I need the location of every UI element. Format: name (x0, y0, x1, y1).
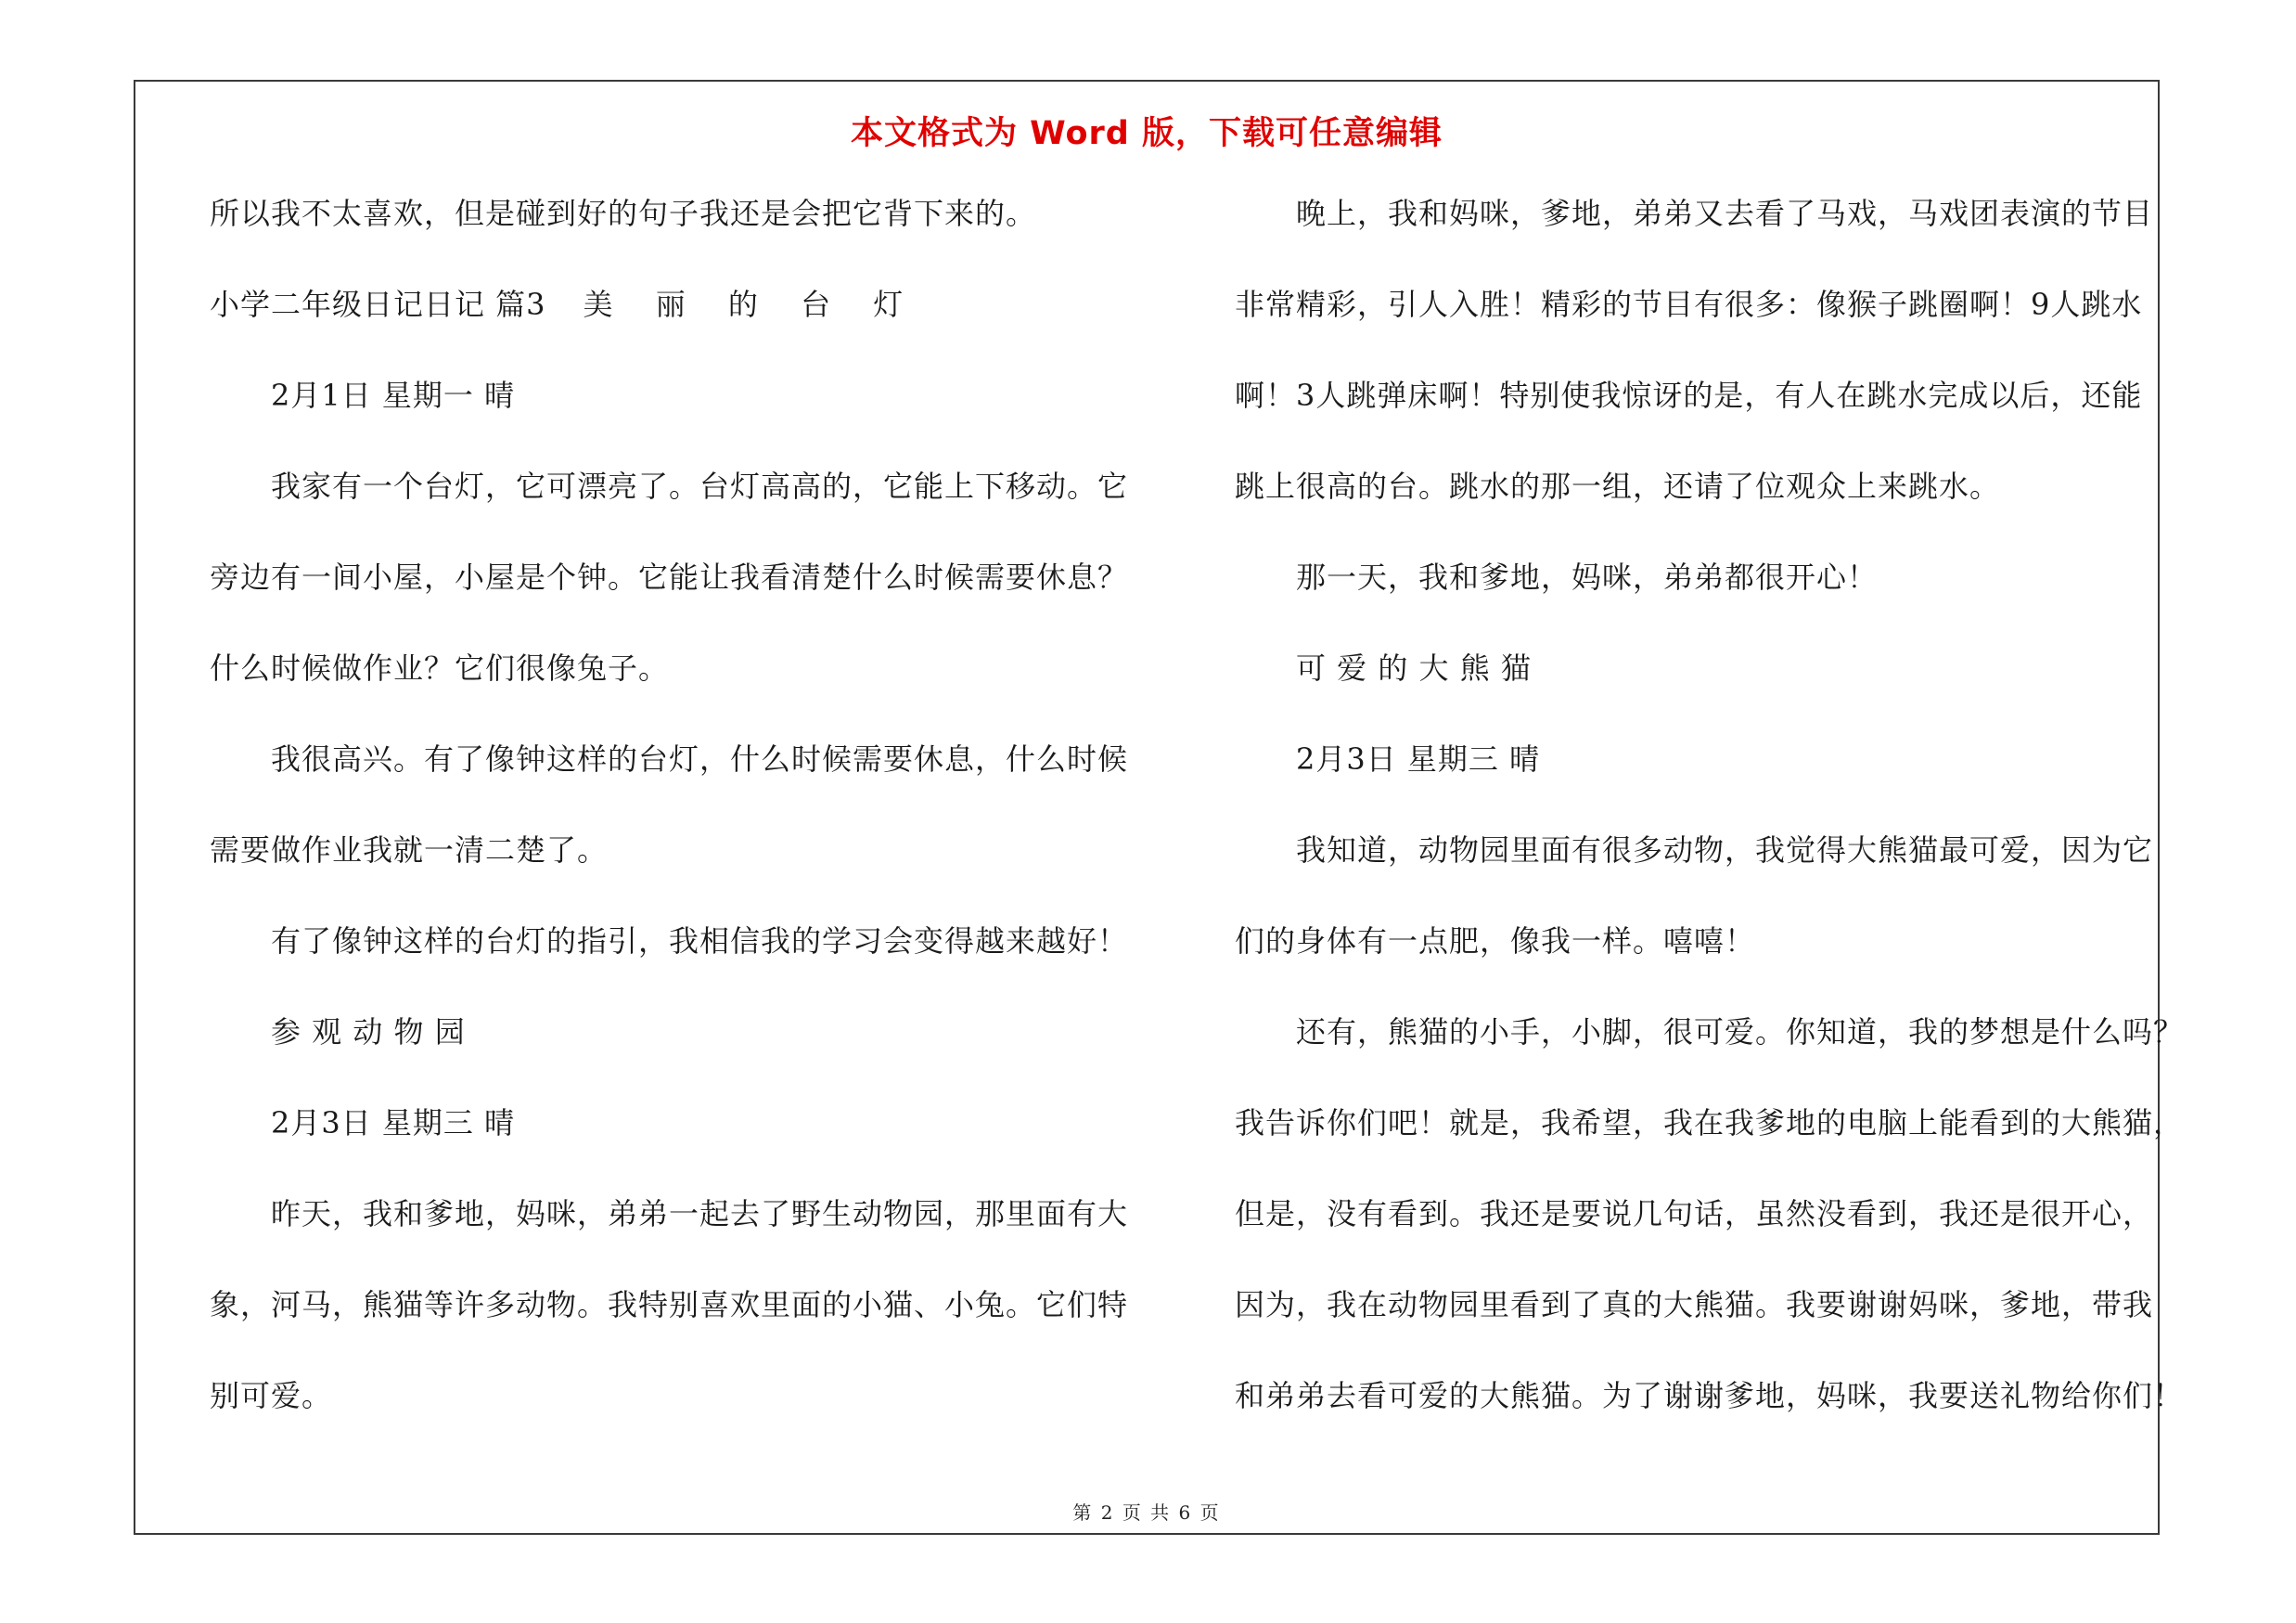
paragraph-line: 那一天，我和爹地，妈咪，弟弟都很开心！ (1296, 560, 1879, 595)
diary-entry-heading (210, 277, 1137, 367)
paragraph-line: 我知道，动物园里面有很多动物，我觉得大熊猫最可爱，因为它 (1296, 832, 2154, 868)
date-line: 2月1日 星期一 晴 (271, 378, 516, 413)
right-column (1235, 186, 2185, 1459)
paragraph-line: 和弟弟去看可爱的大熊猫。为了谢谢爹地，妈咪，我要送礼物给你们！ (1235, 1378, 2185, 1413)
format-banner: 本文格式为 Word 版，下载可任意编辑 (850, 115, 1443, 152)
entry-label: 小学二年级日记日记 篇3 (210, 287, 546, 322)
paragraph-line: 但是，没有看到。我还是要说几句话，虽然没看到，我还是很开心， (1235, 1196, 2154, 1231)
paragraph-line: 因为，我在动物园里看到了真的大熊猫。我要谢谢妈咪，爹地，带我 (1235, 1287, 2154, 1322)
paragraph-line: 有了像钟这样的台灯的指引，我相信我的学习会变得越来越好！ (271, 923, 1129, 959)
paragraph-line: 什么时候做作业？它们很像兔子。 (210, 650, 670, 686)
date-line: 2月3日 星期三 晴 (271, 1105, 516, 1140)
paragraph-line: 需要做作业我就一清二楚了。 (210, 832, 609, 868)
paragraph-line: 旁边有一间小屋，小屋是个钟。它能让我看清楚什么时候需要休息？ (210, 560, 1129, 595)
entry-title: 美 丽 的 台 灯 (583, 287, 920, 322)
paragraph-line: 啊！3人跳弹床啊！特别使我惊讶的是，有人在跳水完成以后，还能 (1235, 378, 2143, 413)
paragraph-line: 还有，熊猫的小手，小脚，很可爱。你知道，我的梦想是什么吗？ (1296, 1014, 2185, 1050)
paragraph-line: 们的身体有一点肥，像我一样。嘻嘻！ (1235, 923, 1756, 959)
paragraph-line: 别可爱。 (210, 1378, 333, 1413)
paragraph-line: 所以我不太喜欢，但是碰到好的句子我还是会把它背下来的。 (210, 196, 1037, 231)
paragraph-line: 昨天，我和爹地，妈咪，弟弟一起去了野生动物园，那里面有大 (271, 1196, 1129, 1231)
paragraph-line: 跳上很高的台。跳水的那一组，还请了位观众上来跳水。 (1235, 469, 2001, 504)
page-number-footer: 第 2 页 共 6 页 (1072, 1501, 1221, 1524)
left-column (210, 186, 1137, 1459)
paragraph-line: 我家有一个台灯，它可漂亮了。台灯高高的，它能上下移动。它 (271, 469, 1129, 504)
section-title: 参 观 动 物 园 (271, 1014, 466, 1050)
paragraph-line: 象，河马，熊猫等许多动物。我特别喜欢里面的小猫、小兔。它们特 (210, 1287, 1129, 1322)
paragraph-line: 非常精彩，引人入胜！精彩的节目有很多：像猴子跳圈啊！9人跳水 (1235, 287, 2143, 322)
paragraph-line: 晚上，我和妈咪，爹地，弟弟又去看了马戏，马戏团表演的节目 (1296, 196, 2154, 231)
date-line: 2月3日 星期三 晴 (1296, 741, 1541, 777)
page-frame (134, 80, 2185, 1535)
paragraph-line: 我很高兴。有了像钟这样的台灯，什么时候需要休息，什么时候 (271, 741, 1129, 777)
section-title: 可 爱 的 大 熊 猫 (1296, 650, 1532, 686)
paragraph-line: 我告诉你们吧！就是，我希望，我在我爹地的电脑上能看到的大熊猫， (1235, 1105, 2185, 1140)
